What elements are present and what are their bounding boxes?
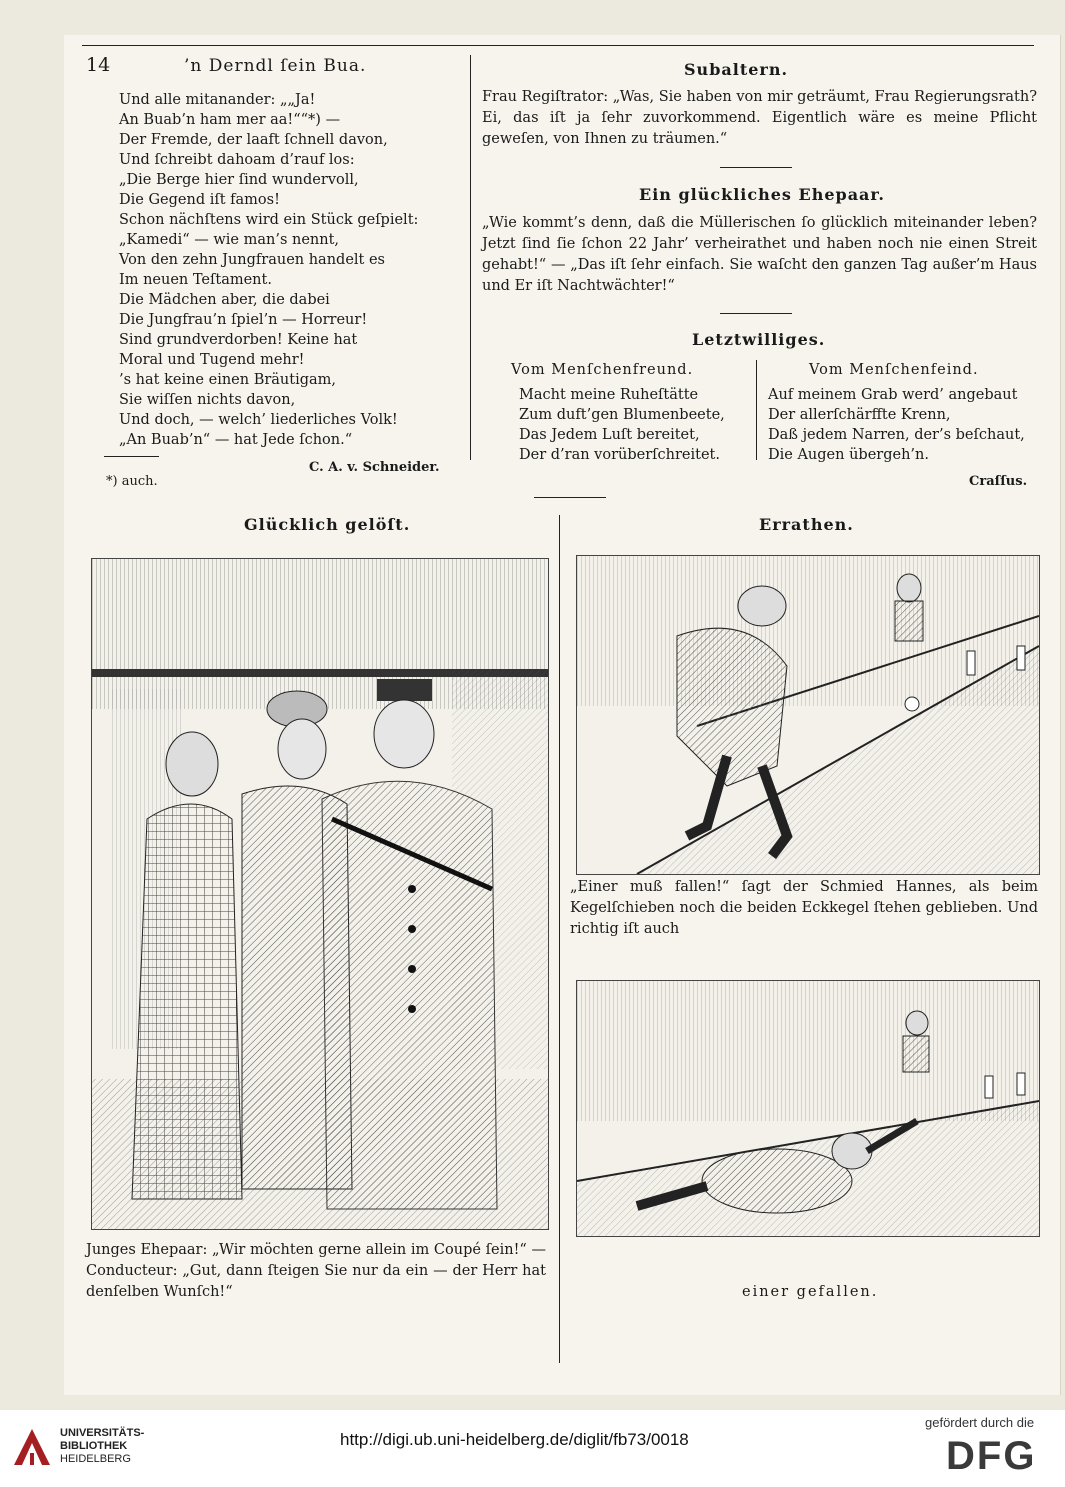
poem-author: C. A. v. Schneider. [309, 460, 440, 475]
gluecklich-caption: Junges Ehepaar: „Wir möchten gerne allein im Coupé ſein!“ — Conducteur: „Gut, dann ſteigen Sie nur da ein — der Herr hat denſelben Wunſch!“ [86, 1242, 546, 1300]
right-poem-head: Vom Menſchenfeind. [809, 362, 979, 378]
university-seal-icon [8, 1423, 56, 1471]
right-poem-line: Auf meinem Grab werd’ angebaut [768, 387, 1018, 403]
poem-line: ’s hat keine einen Bräutigam, [119, 372, 337, 388]
poem-divider [756, 360, 757, 460]
section-rule [720, 313, 792, 314]
left-poem-line: Der d’ran vorüberſchreitet. [519, 447, 720, 463]
poem-line: Moral und Tugend mehr! [119, 352, 305, 368]
poem-line: „An Buab’n“ — hat Jede ſchon.“ [119, 432, 353, 448]
poem-line: Der Fremde, der laaft ſchnell davon, [119, 132, 388, 148]
footnote-rule [104, 456, 159, 457]
top-rule [82, 45, 1034, 46]
section-rule [720, 167, 792, 168]
errathen-caption-2: einer gefallen. [742, 1284, 879, 1300]
poem-line: Von den zehn Jungfrauen handelt es [119, 252, 385, 268]
subaltern-title: Subaltern. [684, 60, 789, 79]
poem-line: Sind grundverdorben! Keine hat [119, 332, 358, 348]
poem-line: Im neuen Teſtament. [119, 272, 272, 288]
library-name [60, 1427, 144, 1466]
library-name-line: UNIVERSITÄTS- [60, 1427, 145, 1439]
right-poem-line: Die Augen übergeh’n. [768, 447, 929, 463]
poem-line: Die Jungfrau’n ſpiel’n — Horreur! [119, 312, 368, 328]
library-name-line: BIBLIOTHEK [60, 1440, 128, 1452]
ehepaar-title: Ein glückliches Ehepaar. [639, 185, 885, 204]
funded-by-text: gefördert durch die [925, 1415, 1035, 1430]
dfg-logo: DFG [946, 1434, 1037, 1478]
university-logo [8, 1423, 56, 1471]
fallen-bowler-drawing [577, 981, 1039, 1236]
left-poem-line: Macht meine Ruheſtätte [519, 387, 699, 403]
bowler-fallen-illustration [576, 980, 1040, 1237]
right-poem-line: Daß jedem Narren, der’s beſchaut, [768, 427, 1025, 443]
permalink[interactable]: http://digi.ub.uni-heidelberg.de/diglit/fb73/0018 [340, 1430, 689, 1449]
letztwilliges-author: Craſſus. [969, 474, 1028, 489]
subaltern-text: Frau Regiſtrator: „Was, Sie haben von mir geträumt, Frau Regierungsrath? Ei, das iſt ja ſehr zuvorkommend. Eigentlich wäre es meine Pflicht geweſen, von Ihnen zu träumen.“ [482, 89, 1037, 147]
right-poem-line: Der allerſchärffte Krenn, [768, 407, 951, 423]
poem-line: „Kamedi“ — wie man’s nennt, [119, 232, 340, 248]
left-poem-line: Das Jedem Luſt bereitet, [519, 427, 700, 443]
left-poem-line: Zum duft’gen Blumenbeete, [519, 407, 725, 423]
footer-bar [0, 1410, 1065, 1487]
ehepaar-text: „Wie kommt’s denn, daß die Müllerischen ſo glücklich miteinander leben? Jetzt ſind ſie ſchon 22 Jahr’ verheirathet und haben noch nie einen Streit gehabt!“ — „Das iſt ſehr einfach. Sie waſcht den ganzen Tag außer’m Haus und Er iſt Nachtwächter!“ [482, 215, 1037, 294]
poem-line: Sie wiſſen nichts davon, [119, 392, 296, 408]
newspaper-page [64, 35, 1061, 1395]
letztwilliges-title: Letztwilliges. [692, 330, 826, 349]
poem-line: Und ſchreibt dahoam d’rauf los: [119, 152, 355, 168]
page-number: 14 [86, 54, 111, 76]
left-poem-head: Vom Menſchenfreund. [511, 362, 694, 378]
errathen-caption-1: „Einer muß fallen!“ ſagt der Schmied Hannes, als beim Kegelſchieben noch die beiden Eckkegel ſtehen geblieben. Und richtig iſt auch [570, 879, 1038, 937]
poem-line: An Buab’n ham mer aa!““*) — [119, 112, 341, 128]
running-head: ’n Derndl ſein Bua. [184, 56, 367, 76]
poem-line: Schon nächſtens wird ein Stück geſpielt: [119, 212, 419, 228]
column-separator-bottom [559, 515, 560, 1363]
gluecklich-title: Glücklich gelöſt. [244, 515, 411, 534]
poem-line: „Die Berge hier ſind wundervoll, [119, 172, 359, 188]
train-scene-drawing [92, 559, 548, 1229]
library-name-line: HEIDELBERG [60, 1453, 131, 1465]
train-conductor-illustration [91, 558, 549, 1230]
poem-line: Und alle mitanander: „„Ja! [119, 92, 316, 108]
errathen-title: Errathen. [759, 515, 854, 534]
poem-line: Die Mädchen aber, die dabei [119, 292, 330, 308]
poem-footnote: *) auch. [106, 474, 158, 489]
poem-line: Die Gegend iſt famos! [119, 192, 280, 208]
bowler-throwing-illustration [576, 555, 1040, 875]
bowling-scene-drawing [577, 556, 1039, 874]
section-rule [534, 497, 606, 498]
column-separator-top [470, 55, 471, 460]
poem-line: Und doch, — welch’ liederliches Volk! [119, 412, 398, 428]
